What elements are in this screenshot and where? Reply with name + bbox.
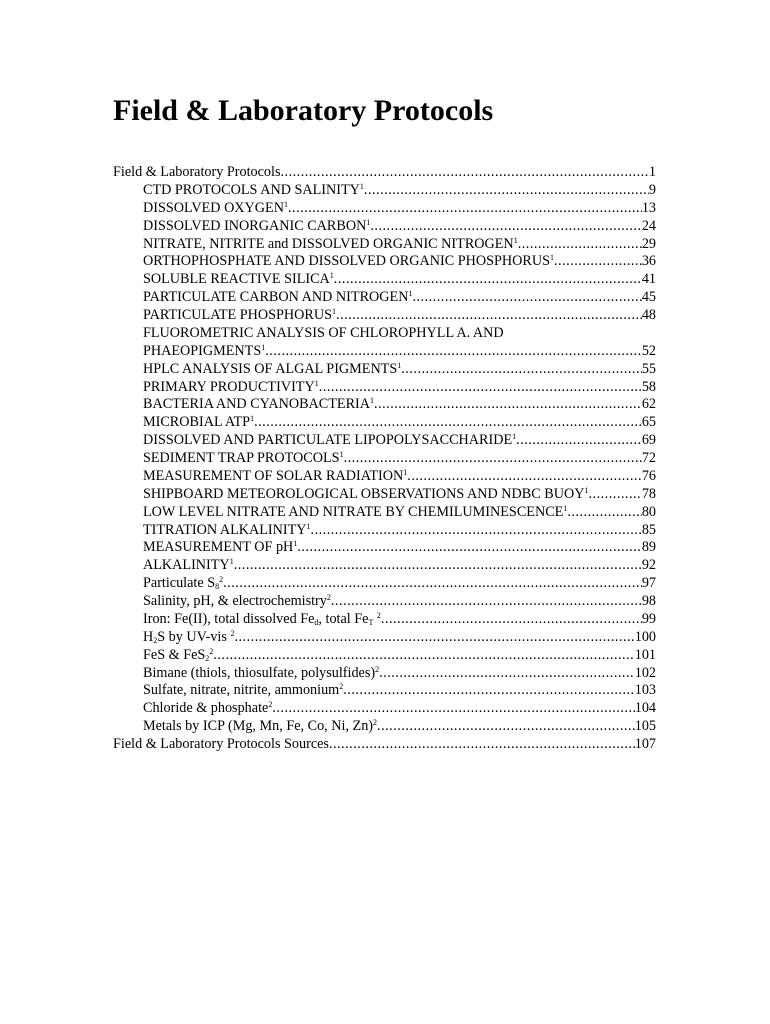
table-of-contents <box>113 164 656 754</box>
footnote-marker: 1 <box>513 235 518 245</box>
title-text: DISSOLVED OXYGEN <box>143 199 284 216</box>
toc-entry[interactable] <box>113 432 656 450</box>
subscript: T <box>368 617 374 627</box>
page-number: 62 <box>641 396 656 413</box>
toc-entry[interactable] <box>113 593 656 611</box>
toc-entry-title <box>143 379 319 397</box>
page-number: 58 <box>641 378 656 395</box>
footnote-marker: 1 <box>359 181 364 191</box>
toc-entry-title <box>143 611 381 629</box>
toc-entry[interactable] <box>113 611 656 629</box>
page-number: 98 <box>641 593 656 609</box>
toc-entry[interactable] <box>113 236 656 254</box>
toc-entry[interactable] <box>113 343 656 361</box>
toc-entry[interactable] <box>113 218 656 236</box>
dot-leader <box>370 218 641 236</box>
toc-entry-title <box>143 361 401 379</box>
toc-entry-title <box>143 504 567 522</box>
title-text: SHIPBOARD METEOROLOGICAL OBSERVATIONS AND NDBC BUOY <box>143 485 585 502</box>
toc-entry[interactable] <box>113 200 656 218</box>
title-text: MEASUREMENT OF SOLAR RADIATION <box>143 467 404 484</box>
dot-leader <box>297 539 642 557</box>
footnote-marker: 1 <box>306 521 311 531</box>
title-text: H <box>143 628 154 645</box>
dot-leader <box>516 432 642 450</box>
footnote-marker: 1 <box>261 342 266 352</box>
toc-entry[interactable] <box>113 504 656 522</box>
toc-entry[interactable] <box>113 682 656 700</box>
page-number: 41 <box>641 271 656 288</box>
page-number: 48 <box>641 307 656 323</box>
page-number: 55 <box>641 360 656 377</box>
toc-entry-title <box>113 736 329 754</box>
title-text: PRIMARY PRODUCTIVITY <box>143 378 315 395</box>
title-text: DISSOLVED AND PARTICULATE LIPOPOLYSACCHARIDE <box>143 432 513 449</box>
footnote-marker: 2 <box>339 682 344 692</box>
toc-entry[interactable] <box>113 665 656 683</box>
page-number: 92 <box>641 557 656 574</box>
page-number: 107 <box>634 736 656 752</box>
toc-entry-title <box>113 164 280 182</box>
page-number: 1 <box>648 164 656 180</box>
toc-entry[interactable] <box>113 468 656 486</box>
dot-leader <box>254 414 642 432</box>
footnote-marker: 2 <box>219 575 224 585</box>
page-number: 103 <box>634 682 656 699</box>
toc-entry-title <box>143 718 377 736</box>
toc-entry[interactable] <box>113 307 656 325</box>
toc-entry[interactable] <box>113 414 656 432</box>
toc-entry-title <box>143 557 234 575</box>
page-number: 69 <box>641 432 656 449</box>
document-title: Field & Laboratory Protocols <box>113 94 494 127</box>
title-text: HPLC ANALYSIS OF ALGAL PIGMENTS <box>143 360 398 377</box>
footnote-marker: 2 <box>373 718 378 728</box>
page-number: 13 <box>641 199 656 216</box>
title-text: PARTICULATE CARBON AND NITROGEN <box>143 289 409 306</box>
toc-entry[interactable] <box>113 164 656 182</box>
toc-entry[interactable] <box>113 396 656 414</box>
dot-leader <box>213 647 634 665</box>
page-number: 9 <box>648 181 656 198</box>
title-text: SEDIMENT TRAP PROTOCOLS <box>143 450 340 466</box>
title-text: Chloride & phosphate <box>143 700 269 717</box>
title-text: MICROBIAL ATP <box>143 414 251 431</box>
title-text: PHAEOPIGMENTS <box>143 342 262 359</box>
footnote-marker: 1 <box>549 253 554 263</box>
title-text: NITRATE, NITRITE and DISSOLVED ORGANIC NITROGEN <box>143 235 514 252</box>
dot-leader <box>319 379 642 397</box>
toc-entry[interactable] <box>113 557 656 575</box>
title-text: PARTICULATE PHOSPHORUS <box>143 307 333 323</box>
toc-entry-title <box>143 236 518 254</box>
title-text: FLUOROMETRIC ANALYSIS OF CHLOROPHYLL A. AND <box>143 324 504 341</box>
dot-leader <box>223 575 642 593</box>
title-text: Sulfate, nitrate, nitrite, ammonium <box>143 682 340 699</box>
title-text: DISSOLVED INORGANIC CARBON <box>143 217 367 234</box>
toc-entry-title <box>143 593 331 611</box>
toc-entry[interactable] <box>113 539 656 557</box>
page-number: 24 <box>641 217 656 234</box>
toc-entry-title <box>143 253 554 271</box>
toc-entry-title <box>143 325 504 343</box>
title-text: BACTERIA AND CYANOBACTERIA <box>143 396 371 413</box>
footnote-marker: 1 <box>283 199 288 209</box>
subscript: 2 <box>205 653 210 663</box>
title-text: TITRATION ALKALINITY <box>143 521 307 538</box>
toc-entry-title <box>143 468 407 486</box>
title-text: MEASUREMENT OF pH <box>143 539 294 556</box>
title-text: SOLUBLE REACTIVE SILICA <box>143 271 330 288</box>
toc-entry[interactable] <box>113 361 656 379</box>
toc-entry-title <box>143 182 364 200</box>
toc-entry-title <box>143 665 379 683</box>
footnote-marker: 1 <box>314 378 319 388</box>
subscript: 2 <box>153 635 158 645</box>
footnote-marker: 1 <box>512 432 517 442</box>
dot-leader <box>265 343 642 361</box>
footnote-marker: 2 <box>375 664 380 674</box>
footnote-marker: 1 <box>403 467 408 477</box>
dot-leader <box>234 629 634 647</box>
dot-leader <box>554 253 642 271</box>
toc-entry-title <box>143 700 272 718</box>
toc-entry[interactable] <box>113 325 656 343</box>
dot-leader <box>331 593 642 611</box>
title-text: ALKALINITY <box>143 557 230 574</box>
toc-entry[interactable] <box>113 289 656 307</box>
title-text: CTD PROTOCOLS AND SALINITY <box>143 181 360 198</box>
title-text: , total Fe <box>318 610 369 627</box>
dot-leader <box>311 522 642 540</box>
title-text: Bimane (thiols, thiosulfate, polysulfides) <box>143 664 376 681</box>
footnote-marker: 1 <box>397 360 402 370</box>
page-number: 78 <box>641 485 656 502</box>
title-text: S by UV-vis <box>157 628 231 645</box>
page-number: 85 <box>641 521 656 538</box>
toc-entry-title <box>143 218 370 236</box>
toc-entry-title <box>143 522 311 540</box>
title-text: Salinity, pH, & electrochemistry <box>143 593 327 609</box>
page-number: 102 <box>634 664 656 681</box>
toc-entry-title <box>143 343 265 361</box>
footnote-marker: 1 <box>250 414 255 424</box>
title-text: FeS & FeS <box>143 646 206 663</box>
toc-entry-title <box>143 432 516 450</box>
toc-entry[interactable] <box>113 647 656 665</box>
toc-entry-title <box>143 307 336 325</box>
dot-leader <box>334 271 642 289</box>
title-text: Field & Laboratory Protocols <box>113 164 281 180</box>
footnote-marker: 1 <box>366 217 371 227</box>
toc-entry-title <box>143 486 588 504</box>
dot-leader <box>344 450 642 468</box>
page-number: 97 <box>641 575 656 592</box>
page-number: 101 <box>634 646 656 663</box>
toc-entry[interactable] <box>113 486 656 504</box>
toc-entry[interactable] <box>113 736 656 754</box>
dot-leader <box>272 700 634 718</box>
footnote-marker: 1 <box>339 450 344 459</box>
toc-entry-title <box>143 414 254 432</box>
toc-entry-title <box>143 396 374 414</box>
title-text: ORTHOPHOSPHATE AND DISSOLVED ORGANIC PHOSPHORUS <box>143 253 550 270</box>
toc-entry-title <box>143 200 288 218</box>
toc-entry-title <box>143 575 223 593</box>
footnote-marker: 1 <box>329 271 334 281</box>
title-text: LOW LEVEL NITRATE AND NITRATE BY CHEMILUMINESCENCE <box>143 503 564 520</box>
toc-entry-title <box>143 450 344 468</box>
page-number: 89 <box>641 539 656 556</box>
footnote-marker: 2 <box>326 593 331 602</box>
title-text: Iron: Fe(II), total dissolved Fe <box>143 610 315 627</box>
title-text: Particulate S <box>143 575 216 592</box>
page-number: 29 <box>641 235 656 252</box>
page-number: 80 <box>641 503 656 520</box>
subscript: 8 <box>215 582 220 592</box>
toc-entry[interactable] <box>113 182 656 200</box>
page-number: 65 <box>641 414 656 431</box>
dot-leader <box>567 504 641 522</box>
toc-entry-title <box>143 629 234 647</box>
dot-leader <box>401 361 642 379</box>
page-number: 72 <box>641 450 656 466</box>
footnote-marker: 2 <box>209 646 214 656</box>
dot-leader <box>379 665 635 683</box>
subscript: d <box>314 617 319 627</box>
title-text: Metals by ICP (Mg, Mn, Fe, Co, Ni, Zn) <box>143 718 374 735</box>
page-number: 36 <box>641 253 656 270</box>
toc-entry[interactable] <box>113 253 656 271</box>
dot-leader <box>364 182 649 200</box>
toc-entry[interactable] <box>113 522 656 540</box>
toc-entry[interactable] <box>113 450 656 468</box>
dot-leader <box>588 486 641 504</box>
footnote-marker: 1 <box>229 557 234 567</box>
footnote-marker: 1 <box>293 539 298 549</box>
dot-leader <box>329 736 635 754</box>
toc-entry-title <box>143 271 334 289</box>
dot-leader <box>343 682 635 700</box>
page-number: 52 <box>641 342 656 359</box>
footnote-marker: 2 <box>376 610 381 620</box>
page-number: 104 <box>634 700 656 717</box>
dot-leader <box>381 611 642 629</box>
dot-leader <box>518 236 642 254</box>
toc-entry-title <box>143 647 213 665</box>
toc-entry-title <box>143 289 412 307</box>
footnote-marker: 1 <box>584 485 589 495</box>
footnote-marker: 2 <box>268 700 273 710</box>
footnote-marker: 1 <box>370 396 375 406</box>
toc-entry[interactable] <box>113 575 656 593</box>
dot-leader <box>280 164 648 182</box>
footnote-marker: 1 <box>332 307 337 316</box>
footnote-marker: 1 <box>563 503 568 513</box>
page-number: 45 <box>641 289 656 306</box>
page-number: 105 <box>634 718 656 735</box>
dot-leader <box>288 200 642 218</box>
toc-entry[interactable] <box>113 629 656 647</box>
dot-leader <box>412 289 641 307</box>
dot-leader <box>407 468 642 486</box>
footnote-marker: 1 <box>408 289 413 299</box>
footnote-marker: 2 <box>230 628 235 638</box>
page-number: 76 <box>641 467 656 484</box>
dot-leader <box>234 557 642 575</box>
toc-entry-title <box>143 682 343 700</box>
toc-entry[interactable] <box>113 700 656 718</box>
page-number: 99 <box>641 610 656 627</box>
toc-entry-title <box>143 539 297 557</box>
toc-entry[interactable] <box>113 271 656 289</box>
dot-leader <box>374 396 642 414</box>
dot-leader <box>377 718 635 736</box>
toc-entry[interactable] <box>113 718 656 736</box>
dot-leader <box>336 307 642 325</box>
page-number: 100 <box>634 628 656 645</box>
title-text: Field & Laboratory Protocols Sources <box>113 736 329 752</box>
toc-entry[interactable] <box>113 379 656 397</box>
